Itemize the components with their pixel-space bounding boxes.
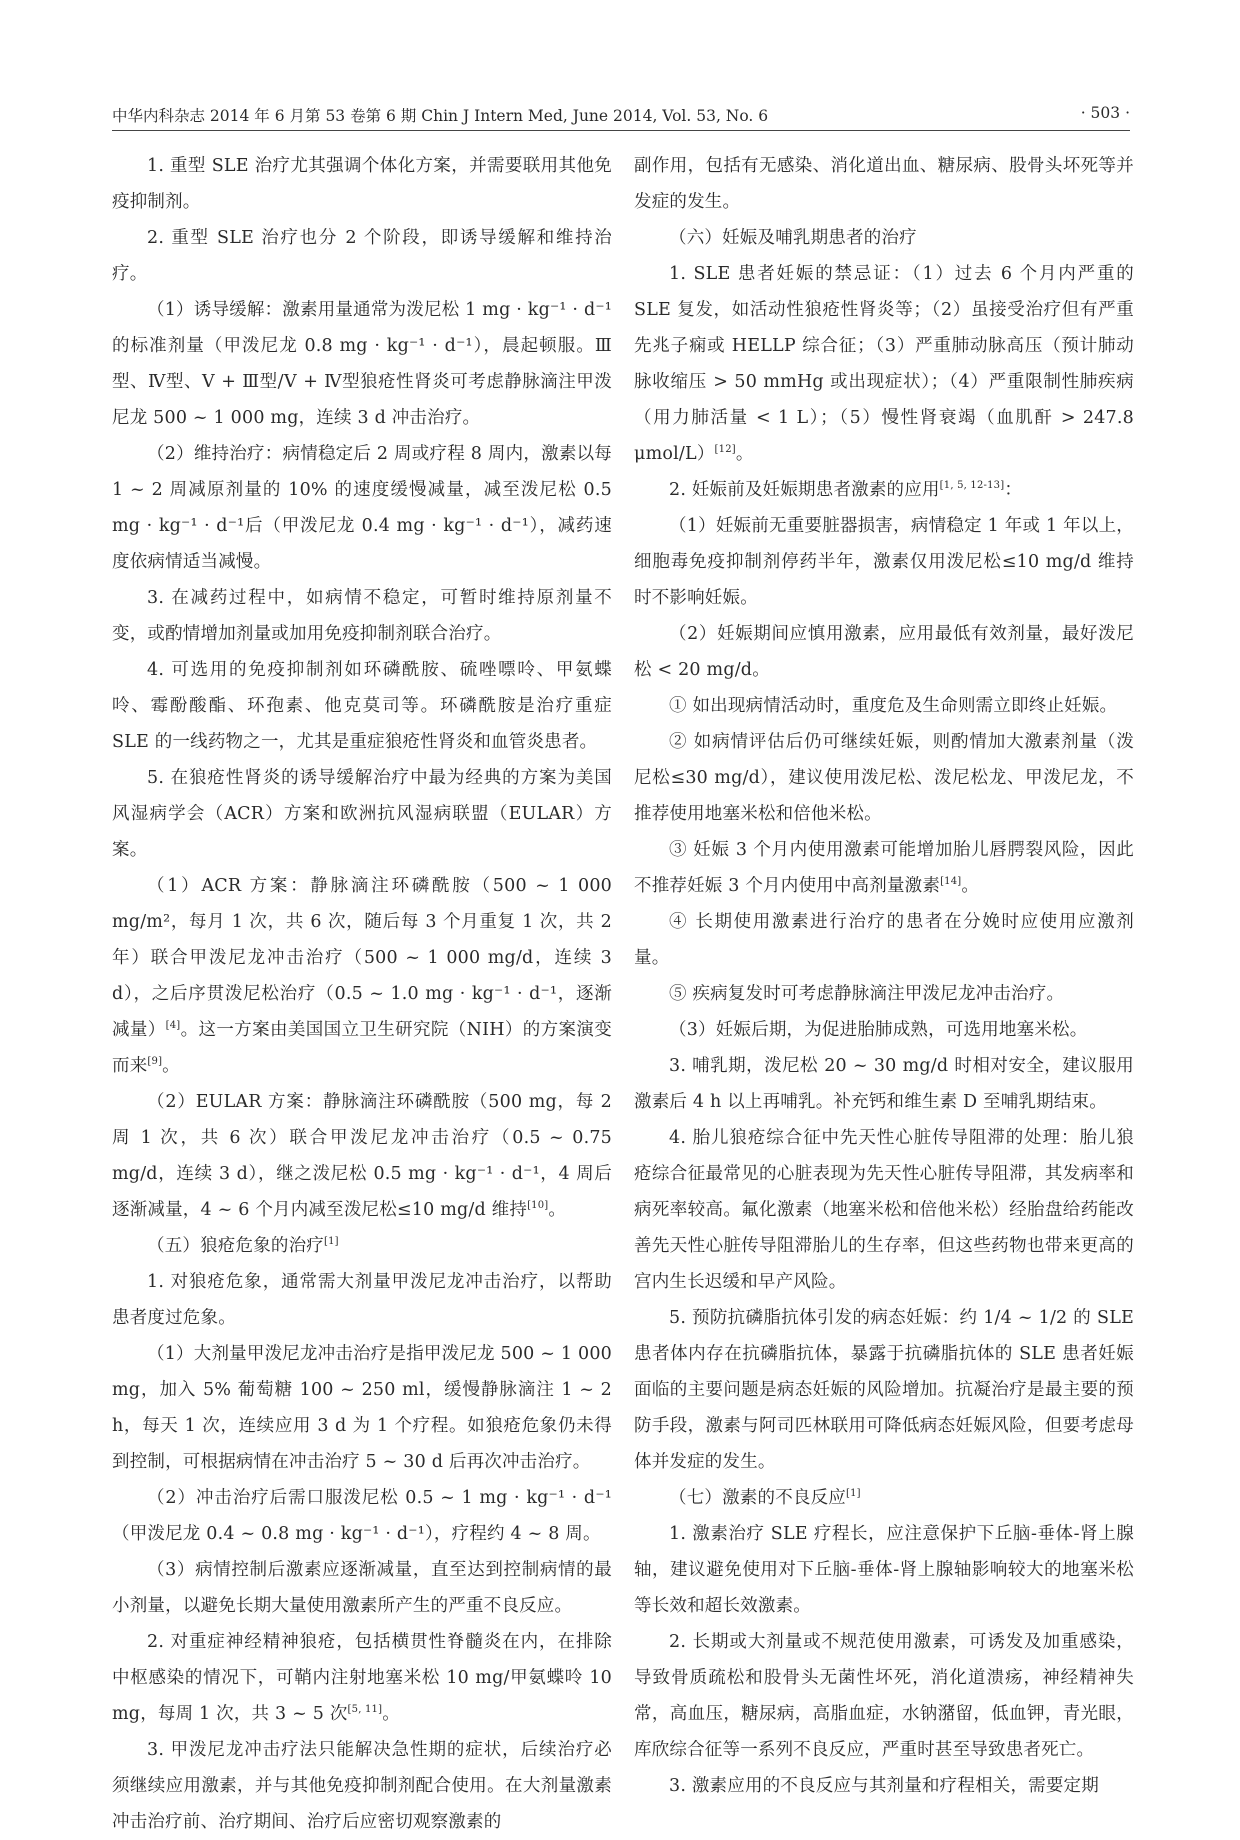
paragraph-text: ：	[1004, 480, 1023, 500]
paragraph	[634, 256, 1134, 472]
paragraph-text: 。	[735, 444, 754, 464]
paragraph: （2）冲击治疗后需口服泼尼松 0.5 ~ 1 mg · kg⁻¹ · d⁻¹（甲泼尼龙 0.4 ~ 0.8 mg · kg⁻¹ · d⁻¹），疗程约 4 ~ 8 周。	[112, 1488, 612, 1544]
section-heading: （六）妊娠及哺乳期患者的治疗	[669, 228, 917, 248]
page-number: · 503 ·	[1080, 104, 1130, 122]
paragraph-text: 。	[162, 1056, 180, 1076]
paragraph	[112, 1084, 612, 1228]
paragraph-text: 。这一方案由美国国立卫生研究院（NIH）的方案演变而来	[112, 1020, 612, 1076]
journal-citation: 中华内科杂志 2014 年 6 月第 53 卷第 6 期 Chin J Intern Med, June 2014, Vol. 53, No. 6	[112, 107, 769, 125]
paragraph-text: 。	[382, 1704, 400, 1724]
paragraph	[634, 832, 1134, 904]
citation-ref: [12]	[714, 444, 736, 455]
citation-ref: [4]	[165, 1020, 181, 1031]
paragraph: （2）妊娠期间应慎用激素，应用最低有效剂量，最好泼尼松 < 20 mg/d。	[634, 624, 1134, 680]
citation-ref: [10]	[527, 1200, 549, 1211]
paragraph-text: 。	[961, 876, 980, 896]
paragraph: （3）妊娠后期，为促进胎肺成熟，可选用地塞米松。	[669, 1020, 1088, 1040]
paragraph: （1）诱导缓解：激素用量通常为泼尼松 1 mg · kg⁻¹ · d⁻¹的标准剂量（甲泼尼龙 0.8 mg · kg⁻¹ · d⁻¹），晨起顿服。Ⅲ型、Ⅳ型、Ⅴ + Ⅲ型/Ⅴ + Ⅳ型狼疮性肾炎可考虑静脉滴注甲泼尼龙 500 ~ 1 000 mg，连续 3 d 冲击治疗。	[112, 300, 612, 428]
paragraph-text: （2）EULAR 方案：静脉滴注环磷酰胺（500 mg，每 2 周 1 次，共 6 次）联合甲泼尼龙冲击治疗（0.5 ~ 0.75 mg/d，连续 3 d），继之泼尼松 0.5 mg · kg⁻¹ · d⁻¹，4 周后逐渐减量，4 ~ 6 个月内减至泼尼松≤10 mg/d 维持	[112, 1092, 612, 1220]
paragraph: ⑤ 疾病复发时可考虑静脉滴注甲泼尼龙冲击治疗。	[669, 984, 1065, 1004]
citation-ref: [1]	[846, 1488, 861, 1499]
paragraph-text: ③ 妊娠 3 个月内使用激素可能增加胎儿唇腭裂风险，因此不推荐妊娠 3 个月内使用中高剂量激素	[634, 840, 1134, 896]
paragraph	[634, 472, 1134, 508]
paragraph: 3. 哺乳期，泼尼松 20 ~ 30 mg/d 时相对安全，建议服用激素后 4 h 以上再哺乳。补充钙和维生素 D 至哺乳期结束。	[634, 1056, 1134, 1112]
paragraph-text: 。	[548, 1200, 567, 1220]
paragraph: ① 如出现病情活动时，重度危及生命则需立即终止妊娠。	[669, 696, 1118, 716]
paragraph: 5. 在狼疮性肾炎的诱导缓解治疗中最为经典的方案为美国风湿病学会（ACR）方案和欧洲抗风湿病联盟（EULAR）方案。	[112, 768, 612, 860]
paragraph: （2）维持治疗：病情稳定后 2 周或疗程 8 周内，激素以每 1 ~ 2 周减原剂量的 10% 的速度缓慢减量，减至泼尼松 0.5 mg · kg⁻¹ · d⁻¹后（甲泼尼龙 0.4 mg · kg⁻¹ · d⁻¹），减药速度依病情适当减慢。	[112, 444, 612, 572]
paragraph: （3）病情控制后激素应逐渐减量，直至达到控制病情的最小剂量，以避免长期大量使用激素所产生的严重不良反应。	[112, 1560, 612, 1616]
paragraph: （1）妊娠前无重要脏器损害，病情稳定 1 年或 1 年以上，细胞毒免疫抑制剂停药半年，激素仅用泼尼松≤10 mg/d 维持时不影响妊娠。	[634, 516, 1134, 608]
paragraph: 3. 激素应用的不良反应与其剂量和疗程相关，需要定期	[669, 1776, 1099, 1796]
paragraph: 2. 重型 SLE 治疗也分 2 个阶段，即诱导缓解和维持治疗。	[112, 228, 612, 284]
citation-ref: [14]	[940, 876, 962, 887]
right-column	[634, 148, 1134, 1804]
heading-text: （五）狼疮危象的治疗	[147, 1236, 324, 1256]
paragraph: 4. 可选用的免疫抑制剂如环磷酰胺、硫唑嘌呤、甲氨蝶呤、霉酚酸酯、环孢素、他克莫司等。环磷酰胺是治疗重症 SLE 的一线药物之一，尤其是重症狼疮性肾炎和血管炎患者。	[112, 660, 612, 752]
paragraph-text: 2. 对重症神经精神狼疮，包括横贯性脊髓炎在内，在排除中枢感染的情况下，可鞘内注射地塞米松 10 mg/甲氨蝶呤 10 mg，每周 1 次，共 3 ~ 5 次	[112, 1632, 612, 1724]
paragraph: ② 如病情评估后仍可继续妊娠，则酌情加大激素剂量（泼尼松≤30 mg/d），建议使用泼尼松、泼尼松龙、甲泼尼龙，不推荐使用地塞米松和倍他米松。	[634, 732, 1134, 824]
paragraph-text: 1. SLE 患者妊娠的禁忌证：（1）过去 6 个月内严重的 SLE 复发，如活动性狼疮性肾炎等；（2）虽接受治疗但有严重先兆子痫或 HELLP 综合征；（3）严重肺动脉高压（预计肺动脉收缩压 > 50 mmHg 或出现症状）；（4）严重限制性肺疾病（用力肺活量 < 1 L）；（5）慢性肾衰竭（血肌酐 > 247.8 μmol/L）	[634, 264, 1134, 464]
paragraph: 2. 长期或大剂量或不规范使用激素，可诱发及加重感染，导致骨质疏松和股骨头无菌性坏死，消化道溃疡，神经精神失常，高血压，糖尿病，高脂血症，水钠潴留，低血钾，青光眼，库欣综合征等一系列不良反应，严重时甚至导致患者死亡。	[634, 1632, 1134, 1760]
paragraph: 1. 对狼疮危象，通常需大剂量甲泼尼龙冲击治疗，以帮助患者度过危象。	[112, 1272, 612, 1328]
paragraph: 3. 甲泼尼龙冲击疗法只能解决急性期的症状，后续治疗必须继续应用激素，并与其他免疫抑制剂配合使用。在大剂量激素冲击治疗前、治疗期间、治疗后应密切观察激素的	[112, 1740, 612, 1832]
paragraph: 1. 重型 SLE 治疗尤其强调个体化方案，并需要联用其他免疫抑制剂。	[112, 156, 612, 212]
paragraph: ④ 长期使用激素进行治疗的患者在分娩时应使用应激剂量。	[634, 912, 1134, 968]
section-heading	[634, 1480, 1134, 1516]
paragraph	[112, 1624, 612, 1732]
paragraph-text: （1）ACR 方案：静脉滴注环磷酰胺（500 ~ 1 000 mg/m²，每月 1 次，共 6 次，随后每 3 个月重复 1 次，共 2 年）联合甲泼尼龙冲击治疗（500 ~ 1 000 mg/d，连续 3 d），之后序贯泼尼松治疗（0.5 ~ 1.0 mg · kg⁻¹ · d⁻¹，逐渐减量）	[112, 876, 612, 1040]
citation-ref: [9]	[147, 1056, 163, 1067]
paragraph: 4. 胎儿狼疮综合征中先天性心脏传导阻滞的处理：胎儿狼疮综合征最常见的心脏表现为先天性心脏传导阻滞，其发病率和病死率较高。氟化激素（地塞米松和倍他米松）经胎盘给药能改善先天性心脏传导阻滞胎儿的生存率，但这些药物也带来更高的宫内生长迟缓和早产风险。	[634, 1128, 1134, 1292]
running-header	[112, 100, 1130, 131]
citation-ref: [1]	[324, 1236, 339, 1247]
citation-ref: [5, 11]	[347, 1704, 383, 1715]
section-heading	[112, 1228, 612, 1264]
paragraph-continued: 副作用，包括有无感染、消化道出血、糖尿病、股骨头坏死等并发症的发生。	[634, 156, 1134, 212]
heading-text: （七）激素的不良反应	[669, 1488, 846, 1508]
left-column	[112, 148, 612, 1840]
paragraph	[112, 868, 612, 1084]
paragraph: 5. 预防抗磷脂抗体引发的病态妊娠：约 1/4 ~ 1/2 的 SLE 患者体内存在抗磷脂抗体，暴露于抗磷脂抗体的 SLE 患者妊娠面临的主要问题是病态妊娠的风险增加。抗凝治疗是最主要的预防手段，激素与阿司匹林联用可降低病态妊娠风险，但要考虑母体并发症的发生。	[634, 1308, 1134, 1472]
paragraph-text: 2. 妊娠前及妊娠期患者激素的应用	[669, 480, 940, 500]
citation-ref: [1, 5, 12-13]	[939, 480, 1005, 491]
paragraph: 1. 激素治疗 SLE 疗程长，应注意保护下丘脑-垂体-肾上腺轴，建议避免使用对下丘脑-垂体-肾上腺轴影响较大的地塞米松等长效和超长效激素。	[634, 1524, 1134, 1616]
paragraph: （1）大剂量甲泼尼龙冲击治疗是指甲泼尼龙 500 ~ 1 000 mg，加入 5% 葡萄糖 100 ~ 250 ml，缓慢静脉滴注 1 ~ 2 h，每天 1 次，连续应用 3 d 为 1 个疗程。如狼疮危象仍未得到控制，可根据病情在冲击治疗 5 ~ 30 d 后再次冲击治疗。	[112, 1344, 612, 1472]
paragraph: 3. 在减药过程中，如病情不稳定，可暂时维持原剂量不变，或酌情增加剂量或加用免疫抑制剂联合治疗。	[112, 588, 612, 644]
